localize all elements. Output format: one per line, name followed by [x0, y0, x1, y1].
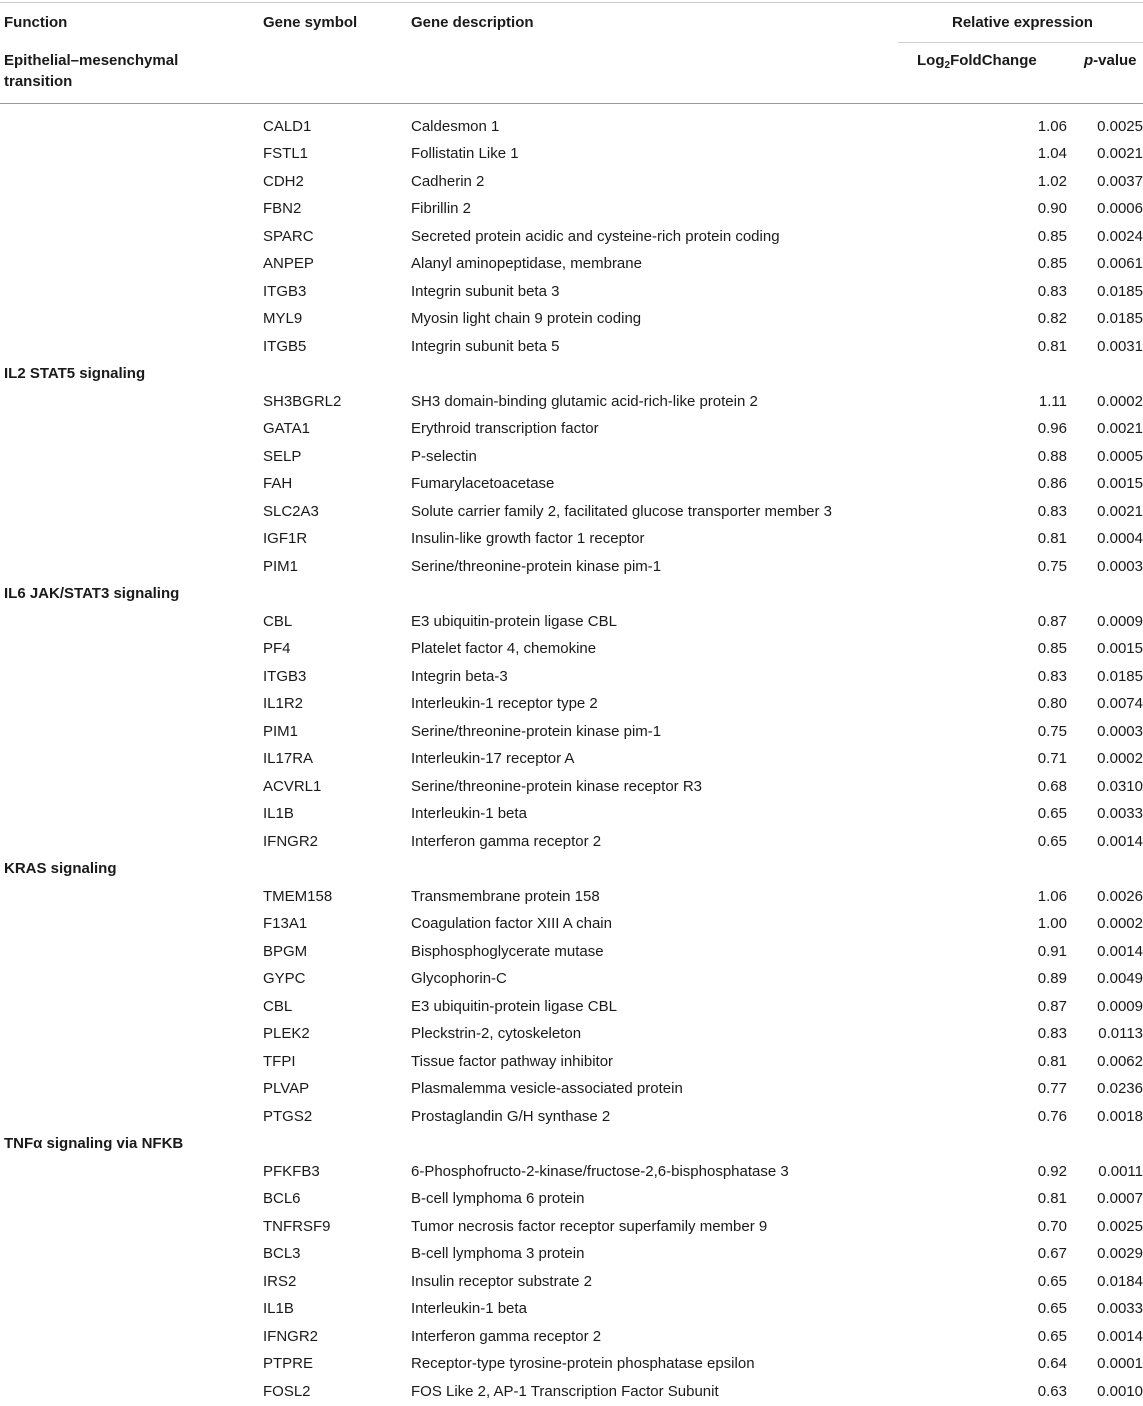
gene-symbol-cell: PTGS2 [263, 1107, 313, 1125]
top-rule [0, 2, 1143, 3]
pvalue-cell: 0.0021 [1097, 145, 1143, 163]
table-row [0, 718, 1143, 746]
gene-description-cell: Platelet factor 4, chemokine [411, 640, 597, 658]
gene-symbol-cell: PFKFB3 [263, 1162, 320, 1180]
table-rows [0, 113, 1143, 1406]
pvalue-cell: 0.0236 [1097, 1080, 1143, 1098]
log2foldchange-cell: 0.81 [1037, 1190, 1067, 1208]
table-row [0, 443, 1143, 471]
gene-description-cell: Serine/threonine-protein kinase pim-1 [411, 557, 662, 575]
gene-description-cell: Secreted protein acidic and cysteine-rich protein coding [411, 227, 780, 245]
log2foldchange-cell: 0.77 [1037, 1080, 1067, 1098]
pvalue-cell: 0.0003 [1097, 722, 1143, 740]
gene-description-cell: Insulin-like growth factor 1 receptor [411, 530, 645, 548]
log2foldchange-cell: 0.65 [1037, 1300, 1067, 1318]
function-cell [0, 773, 263, 801]
gene-description-cell: Fumarylacetoacetase [411, 475, 555, 493]
log2foldchange-cell: 0.90 [1037, 200, 1067, 218]
gene-symbol-cell: ACVRL1 [263, 777, 322, 795]
gene-symbol-cell: FSTL1 [263, 145, 309, 163]
gene-description-cell: Interleukin-1 beta [411, 1300, 527, 1318]
pvalue-cell: 0.0007 [1097, 1190, 1143, 1208]
col-header-gene-symbol: Gene symbol [263, 14, 358, 31]
log2foldchange-cell: 0.76 [1037, 1107, 1067, 1125]
log2foldchange-cell: 0.64 [1037, 1355, 1067, 1373]
pvalue-cell: 0.0113 [1098, 1025, 1143, 1043]
pvalue-cell: 0.0010 [1097, 1382, 1143, 1400]
col-header-gene-description: Gene description [411, 14, 534, 31]
pvalue-cell: 0.0014 [1097, 942, 1143, 960]
table-row [0, 1241, 1143, 1269]
gene-symbol-cell: FOSL2 [263, 1382, 311, 1400]
pvalue-cell: 0.0005 [1097, 447, 1143, 465]
log2foldchange-cell: 0.96 [1037, 420, 1067, 438]
gene-description-cell: Prostaglandin G/H synthase 2 [411, 1107, 611, 1125]
function-cell [0, 553, 263, 581]
function-cell [0, 746, 263, 774]
function-cell [0, 718, 263, 746]
log2foldchange-cell: 0.83 [1037, 1025, 1067, 1043]
log2foldchange-cell: 1.06 [1037, 887, 1067, 905]
gene-symbol-cell: MYL9 [263, 310, 303, 328]
log2foldchange-cell: 0.83 [1037, 502, 1067, 520]
log2foldchange-cell: 1.02 [1037, 172, 1067, 190]
section-title: TNFα signaling via NFKB [4, 1135, 184, 1153]
pvalue-cell: 0.0310 [1097, 777, 1143, 795]
function-cell [0, 1296, 263, 1324]
table-row [0, 883, 1143, 911]
table-row [0, 1323, 1143, 1351]
gene-description-cell: Tumor necrosis factor receptor superfamily member 9 [411, 1217, 768, 1235]
log2foldchange-cell: 0.82 [1037, 310, 1067, 328]
log2foldchange-cell: 0.75 [1037, 557, 1067, 575]
gene-symbol-cell: TMEM158 [263, 887, 333, 905]
gene-description-cell: Interferon gamma receptor 2 [411, 832, 602, 850]
table-row [0, 1048, 1143, 1076]
pvalue-cell: 0.0185 [1097, 282, 1143, 300]
gene-description-cell: Solute carrier family 2, facilitated glucose transporter member 3 [411, 502, 833, 520]
gene-symbol-cell: TFPI [263, 1052, 296, 1070]
gene-symbol-cell: IFNGR2 [263, 832, 319, 850]
table-row [0, 113, 1143, 141]
gene-symbol-cell: IGF1R [263, 530, 308, 548]
log2foldchange-cell: 0.63 [1037, 1382, 1067, 1400]
pvalue-cell: 0.0002 [1097, 392, 1143, 410]
table-row [0, 196, 1143, 224]
gene-symbol-cell: TNFRSF9 [263, 1217, 331, 1235]
table-body [0, 113, 1143, 1406]
log2foldchange-cell: 0.70 [1037, 1217, 1067, 1235]
table-row [0, 1268, 1143, 1296]
function-cell [0, 1021, 263, 1049]
gene-description-cell: Receptor-type tyrosine-protein phosphatase epsilon [411, 1355, 755, 1373]
function-cell [0, 1103, 263, 1131]
gene-symbol-cell: BPGM [263, 942, 308, 960]
pvalue-cell: 0.0014 [1097, 832, 1143, 850]
relative-expression-rule [898, 42, 1143, 43]
function-cell [0, 113, 263, 141]
gene-description-cell: Coagulation factor XIII A chain [411, 915, 612, 933]
table-row [0, 1158, 1143, 1186]
function-cell [0, 1076, 263, 1104]
pvalue-cell: 0.0049 [1097, 970, 1143, 988]
gene-description-cell: Bisphosphoglycerate mutase [411, 942, 604, 960]
section-title: KRAS signaling [4, 860, 117, 878]
function-cell [0, 1048, 263, 1076]
gene-symbol-cell: BCL3 [263, 1245, 301, 1263]
gene-symbol-cell: CALD1 [263, 117, 312, 135]
pvalue-cell: 0.0074 [1097, 695, 1143, 713]
log2foldchange-cell: 0.65 [1037, 1272, 1067, 1290]
table-row [0, 1103, 1143, 1131]
gene-symbol-cell: PF4 [263, 640, 291, 658]
pvalue-cell: 0.0021 [1097, 420, 1143, 438]
pvalue-rest: -value [1093, 52, 1137, 69]
function-cell [0, 1241, 263, 1269]
gene-description-cell: Follistatin Like 1 [411, 145, 519, 163]
log2foldchange-cell: 0.68 [1037, 777, 1067, 795]
function-cell [0, 196, 263, 224]
gene-symbol-cell: ITGB3 [263, 667, 307, 685]
section-title: IL6 JAK/STAT3 signaling [4, 585, 180, 603]
header-rule [0, 103, 1143, 104]
pvalue-cell: 0.0015 [1097, 640, 1143, 658]
table-row [0, 306, 1143, 334]
log2foldchange-cell: 0.81 [1037, 1052, 1067, 1070]
function-cell [0, 828, 263, 856]
pvalue-cell: 0.0062 [1097, 1052, 1143, 1070]
gene-symbol-cell: ITGB3 [263, 282, 307, 300]
pvalue-cell: 0.0011 [1098, 1162, 1143, 1180]
log2foldchange-cell: 0.87 [1037, 612, 1067, 630]
log2foldchange-cell: 0.65 [1037, 1327, 1067, 1345]
gene-symbol-cell: IRS2 [263, 1272, 297, 1290]
pvalue-cell: 0.0031 [1097, 337, 1143, 355]
log2-suffix: FoldChange [950, 52, 1037, 69]
table-row [0, 773, 1143, 801]
gene-symbol-cell: PIM1 [263, 722, 299, 740]
table-row [0, 251, 1143, 279]
gene-symbol-cell: CBL [263, 612, 293, 630]
function-cell [0, 911, 263, 939]
log2foldchange-cell: 0.85 [1037, 255, 1067, 273]
pvalue-cell: 0.0185 [1097, 310, 1143, 328]
table-row [0, 663, 1143, 691]
gene-description-cell: Tissue factor pathway inhibitor [411, 1052, 614, 1070]
log2foldchange-cell: 0.65 [1037, 832, 1067, 850]
table-row [0, 553, 1143, 581]
table-row [0, 168, 1143, 196]
pvalue-cell: 0.0185 [1097, 667, 1143, 685]
function-cell [0, 223, 263, 251]
gene-description-cell: Caldesmon 1 [411, 117, 500, 135]
table-row [0, 636, 1143, 664]
function-cell [0, 938, 263, 966]
pvalue-cell: 0.0009 [1097, 997, 1143, 1015]
gene-symbol-cell: IL1B [263, 805, 294, 823]
table-row [0, 911, 1143, 939]
table-row [0, 993, 1143, 1021]
col-header-log2foldchange [917, 50, 1037, 71]
pvalue-cell: 0.0018 [1097, 1107, 1143, 1125]
pvalue-cell: 0.0006 [1097, 200, 1143, 218]
table-row [0, 141, 1143, 169]
pvalue-cell: 0.0033 [1097, 805, 1143, 823]
gene-symbol-cell: IL1R2 [263, 695, 304, 713]
gene-symbol-cell: PTPRE [263, 1355, 314, 1373]
table-row [0, 333, 1143, 361]
function-cell [0, 1323, 263, 1351]
pvalue-cell: 0.0003 [1097, 557, 1143, 575]
gene-symbol-cell: SPARC [263, 227, 314, 245]
log2foldchange-cell: 0.92 [1037, 1162, 1067, 1180]
table-row [0, 388, 1143, 416]
gene-symbol-cell: FBN2 [263, 200, 302, 218]
gene-description-cell: Alanyl aminopeptidase, membrane [411, 255, 642, 273]
gene-description-cell: Transmembrane protein 158 [411, 887, 600, 905]
table-row [0, 746, 1143, 774]
pvalue-cell: 0.0025 [1097, 1217, 1143, 1235]
function-cell [0, 663, 263, 691]
gene-symbol-cell: ANPEP [263, 255, 314, 273]
section-header-row [0, 581, 1143, 609]
gene-description-cell: Interleukin-1 beta [411, 805, 527, 823]
gene-symbol-cell: BCL6 [263, 1190, 301, 1208]
gene-description-cell: Integrin subunit beta 3 [411, 282, 560, 300]
section-title-emt: Epithelial–mesenchymal transition [4, 52, 179, 90]
gene-symbol-cell: PLVAP [263, 1080, 310, 1098]
pvalue-italic: p [1084, 52, 1094, 69]
gene-symbol-cell: PLEK2 [263, 1025, 310, 1043]
log2-prefix: Log [917, 52, 945, 69]
log2foldchange-cell: 0.81 [1037, 337, 1067, 355]
log2foldchange-cell: 0.75 [1037, 722, 1067, 740]
function-cell [0, 1351, 263, 1379]
log2foldchange-cell: 0.71 [1037, 750, 1067, 768]
log2foldchange-cell: 1.11 [1038, 392, 1067, 410]
function-cell [0, 526, 263, 554]
gene-symbol-cell: IL17RA [263, 750, 314, 768]
gene-description-cell: Integrin beta-3 [411, 667, 508, 685]
pvalue-cell: 0.0004 [1097, 530, 1143, 548]
gene-description-cell: Interleukin-1 receptor type 2 [411, 695, 598, 713]
gene-symbol-cell: GATA1 [263, 420, 310, 438]
pvalue-cell: 0.0024 [1097, 227, 1143, 245]
gene-symbol-cell: CBL [263, 997, 293, 1015]
table-row [0, 223, 1143, 251]
function-cell [0, 608, 263, 636]
pvalue-cell: 0.0061 [1097, 255, 1143, 273]
table-row [0, 471, 1143, 499]
gene-description-cell: Interferon gamma receptor 2 [411, 1327, 602, 1345]
log2-subscript: 2 [944, 60, 951, 71]
log2foldchange-cell: 0.80 [1037, 695, 1067, 713]
log2foldchange-cell: 1.06 [1037, 117, 1067, 135]
function-cell [0, 443, 263, 471]
table-row [0, 1296, 1143, 1324]
gene-description-cell: Erythroid transcription factor [411, 420, 599, 438]
table-row [0, 498, 1143, 526]
gene-description-cell: SH3 domain-binding glutamic acid-rich-like protein 2 [411, 392, 758, 410]
table-row [0, 1021, 1143, 1049]
table-row [0, 1076, 1143, 1104]
gene-symbol-cell: SH3BGRL2 [263, 392, 342, 410]
function-cell [0, 966, 263, 994]
gene-description-cell: 6-Phosphofructo-2-kinase/fructose-2,6-bisphosphatase 3 [411, 1162, 789, 1180]
table-row [0, 801, 1143, 829]
function-cell [0, 1213, 263, 1241]
function-cell [0, 1186, 263, 1214]
gene-description-cell: Integrin subunit beta 5 [411, 337, 560, 355]
pvalue-cell: 0.0001 [1097, 1355, 1143, 1373]
function-cell [0, 801, 263, 829]
table-row [0, 1378, 1143, 1406]
section-header-row [0, 361, 1143, 389]
pvalue-cell: 0.0002 [1097, 915, 1143, 933]
gene-description-cell: Interleukin-17 receptor A [411, 750, 575, 768]
pvalue-cell: 0.0021 [1097, 502, 1143, 520]
table-row [0, 416, 1143, 444]
function-cell [0, 883, 263, 911]
function-cell [0, 691, 263, 719]
gene-description-cell: Plasmalemma vesicle-associated protein [411, 1080, 683, 1098]
table-row [0, 1351, 1143, 1379]
pvalue-cell: 0.0029 [1097, 1245, 1143, 1263]
pvalue-cell: 0.0009 [1097, 612, 1143, 630]
log2foldchange-cell: 1.00 [1037, 915, 1067, 933]
table-row [0, 1213, 1143, 1241]
log2foldchange-cell: 0.83 [1037, 282, 1067, 300]
log2foldchange-cell: 0.88 [1037, 447, 1067, 465]
function-cell [0, 388, 263, 416]
log2foldchange-cell: 0.65 [1037, 805, 1067, 823]
col-header-function: Function [4, 14, 68, 31]
function-cell [0, 993, 263, 1021]
gene-symbol-cell: ITGB5 [263, 337, 307, 355]
log2foldchange-cell: 0.86 [1037, 475, 1067, 493]
gene-symbol-cell: IFNGR2 [263, 1327, 319, 1345]
table-row [0, 608, 1143, 636]
function-cell [0, 251, 263, 279]
log2foldchange-cell: 0.81 [1037, 530, 1067, 548]
function-cell [0, 1268, 263, 1296]
pvalue-cell: 0.0015 [1097, 475, 1143, 493]
function-cell [0, 1378, 263, 1406]
section-header-row [0, 1131, 1143, 1159]
gene-description-cell: E3 ubiquitin-protein ligase CBL [411, 612, 617, 630]
gene-symbol-cell: F13A1 [263, 915, 308, 933]
table-row [0, 278, 1143, 306]
gene-description-cell: Serine/threonine-protein kinase receptor R3 [411, 777, 702, 795]
log2foldchange-cell: 0.87 [1037, 997, 1067, 1015]
gene-symbol-cell: CDH2 [263, 172, 304, 190]
gene-symbol-cell: IL1B [263, 1300, 294, 1318]
log2foldchange-cell: 0.85 [1037, 227, 1067, 245]
gene-description-cell: Myosin light chain 9 protein coding [411, 310, 642, 328]
gene-symbol-cell: SELP [263, 447, 302, 465]
gene-description-cell: Cadherin 2 [411, 172, 485, 190]
function-cell [0, 498, 263, 526]
function-cell [0, 1158, 263, 1186]
log2foldchange-cell: 0.89 [1037, 970, 1067, 988]
table-row [0, 691, 1143, 719]
gene-description-cell: P-selectin [411, 447, 477, 465]
pvalue-cell: 0.0002 [1097, 750, 1143, 768]
log2foldchange-cell: 0.83 [1037, 667, 1067, 685]
log2foldchange-cell: 0.85 [1037, 640, 1067, 658]
function-cell [0, 416, 263, 444]
table-row [0, 966, 1143, 994]
section-header-row [0, 856, 1143, 884]
function-cell [0, 471, 263, 499]
gene-description-cell: Glycophorin-C [411, 970, 507, 988]
gene-description-cell: Insulin receptor substrate 2 [411, 1272, 592, 1290]
gene-symbol-cell: PIM1 [263, 557, 299, 575]
pvalue-cell: 0.0025 [1097, 117, 1143, 135]
gene-symbol-cell: SLC2A3 [263, 502, 319, 520]
gene-description-cell: FOS Like 2, AP-1 Transcription Factor Subunit [411, 1382, 719, 1400]
function-cell [0, 168, 263, 196]
pvalue-cell: 0.0026 [1097, 887, 1143, 905]
table-row [0, 526, 1143, 554]
log2foldchange-cell: 0.91 [1037, 942, 1067, 960]
table-row [0, 828, 1143, 856]
function-cell [0, 333, 263, 361]
function-cell [0, 636, 263, 664]
log2foldchange-cell: 0.67 [1037, 1245, 1067, 1263]
gene-description-cell: B-cell lymphoma 6 protein [411, 1190, 585, 1208]
col-header-relative-expression: Relative expression [952, 14, 1093, 31]
table-row [0, 938, 1143, 966]
log2foldchange-cell: 1.04 [1037, 145, 1067, 163]
gene-description-cell: E3 ubiquitin-protein ligase CBL [411, 997, 617, 1015]
gene-description-cell: B-cell lymphoma 3 protein [411, 1245, 585, 1263]
pvalue-cell: 0.0037 [1097, 172, 1143, 190]
col-header-pvalue [1084, 50, 1137, 71]
table-row [0, 1186, 1143, 1214]
pvalue-cell: 0.0033 [1097, 1300, 1143, 1318]
gene-description-cell: Serine/threonine-protein kinase pim-1 [411, 722, 662, 740]
gene-description-cell: Pleckstrin-2, cytoskeleton [411, 1025, 582, 1043]
function-cell [0, 306, 263, 334]
gene-symbol-cell: GYPC [263, 970, 306, 988]
gene-symbol-cell: FAH [263, 475, 293, 493]
section-title: IL2 STAT5 signaling [4, 365, 146, 383]
function-cell [0, 141, 263, 169]
function-cell [0, 278, 263, 306]
gene-description-cell: Fibrillin 2 [411, 200, 472, 218]
pvalue-cell: 0.0014 [1097, 1327, 1143, 1345]
pvalue-cell: 0.0184 [1097, 1272, 1143, 1290]
